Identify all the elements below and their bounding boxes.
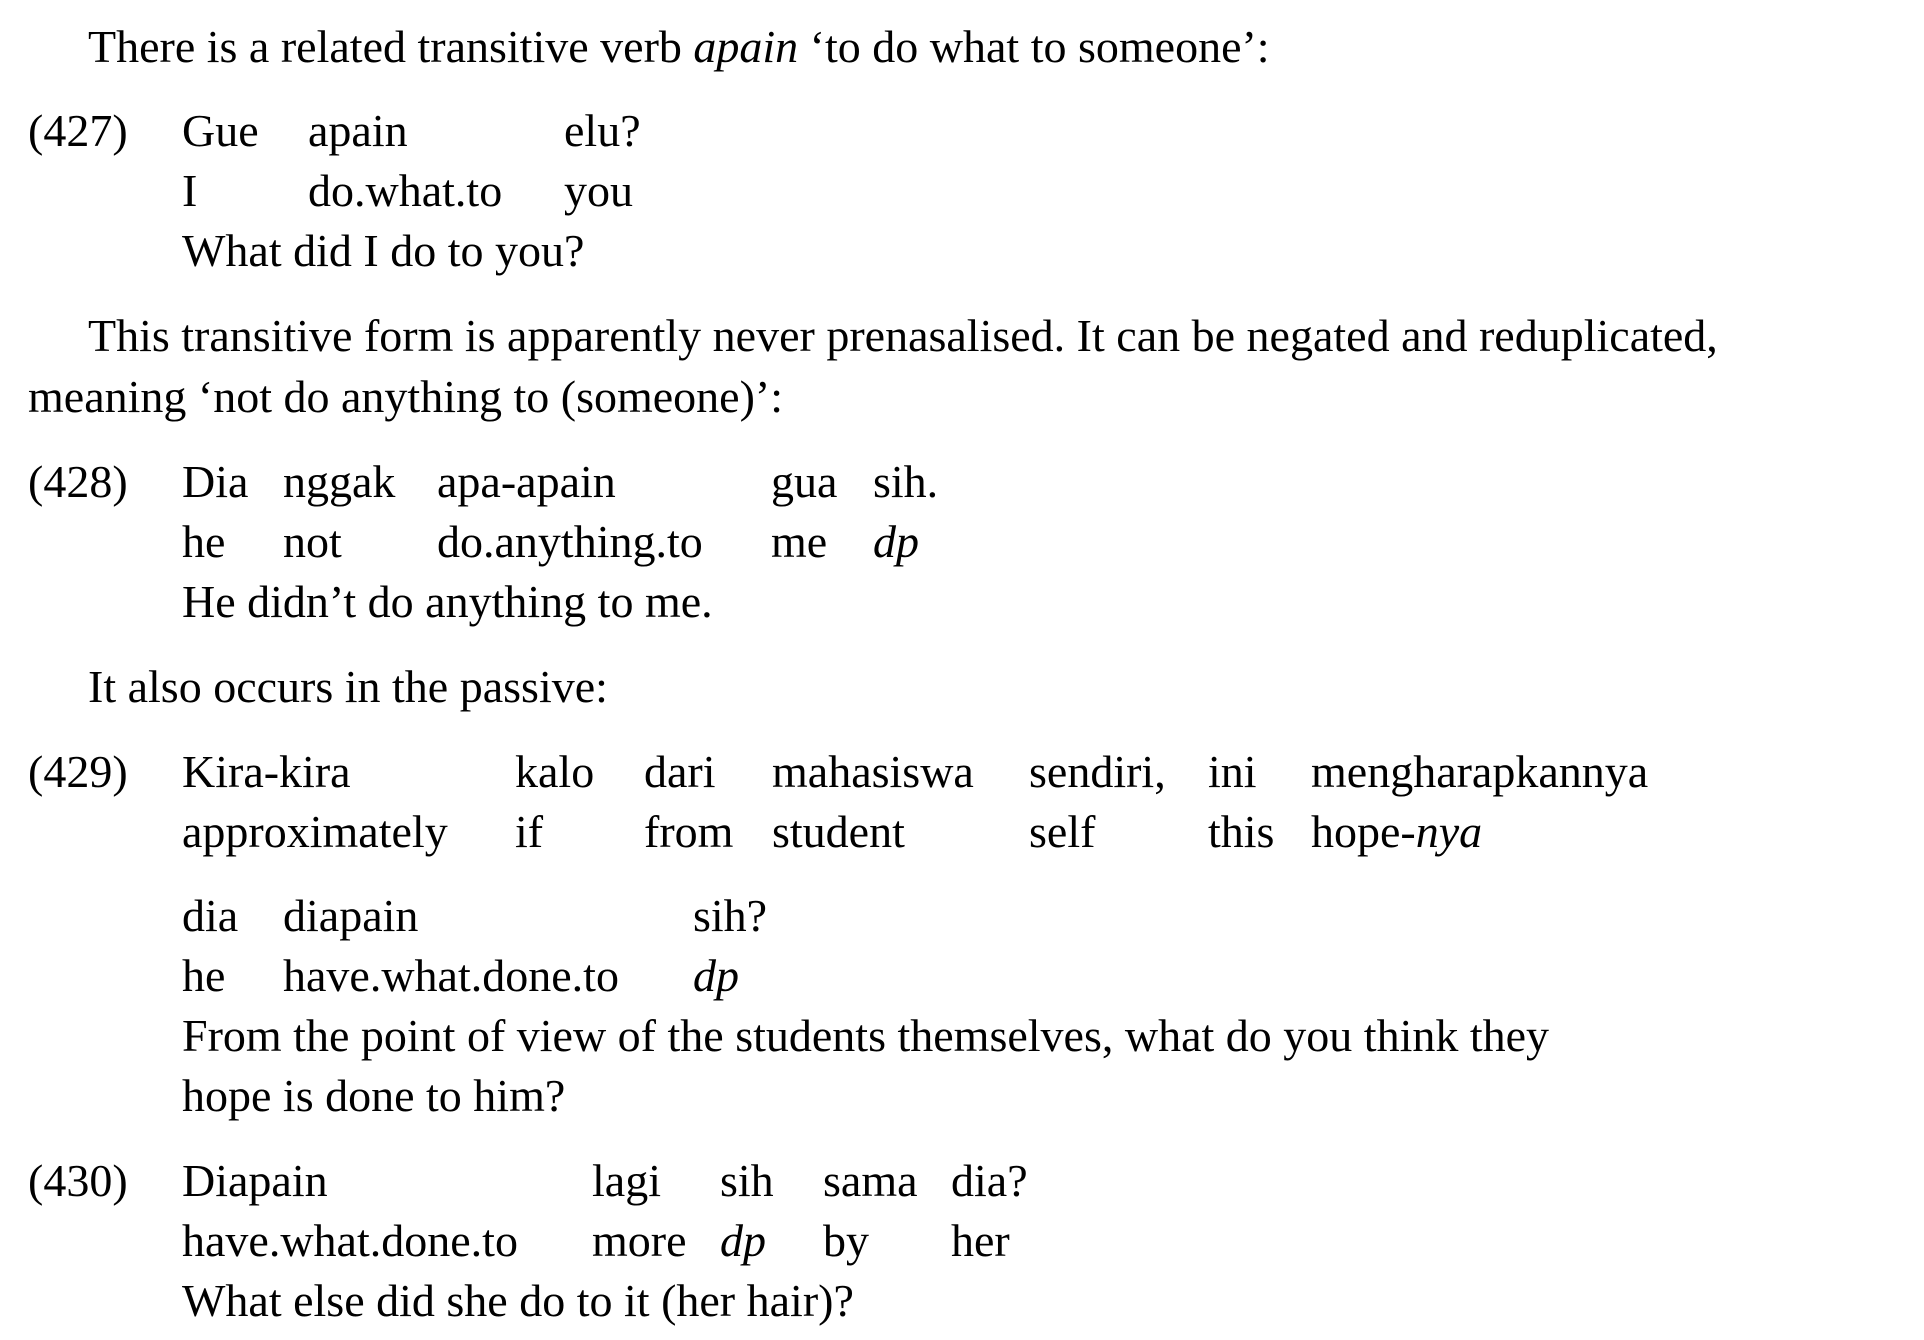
word: nggak	[283, 456, 396, 507]
word: mahasiswa	[772, 746, 974, 797]
source-line	[182, 886, 767, 946]
word: sih.	[873, 456, 939, 507]
gloss: if	[515, 806, 544, 857]
word: apa-apain	[437, 456, 616, 507]
gloss: not	[283, 516, 342, 567]
source-line	[182, 101, 641, 161]
gloss: me	[771, 516, 828, 567]
gloss-line	[182, 161, 641, 221]
word: Dia	[182, 456, 249, 507]
translation: He didn’t do anything to me.	[182, 576, 713, 627]
gloss: do.anything.to	[437, 516, 703, 567]
example-number: (430)	[28, 1155, 128, 1206]
word: dia?	[951, 1155, 1028, 1206]
gloss: dp	[693, 950, 739, 1001]
gloss: do.what.to	[308, 165, 503, 216]
para1-before: There is a related transitive verb	[88, 21, 694, 72]
gloss: dp	[720, 1215, 766, 1266]
gloss: her	[951, 1215, 1010, 1266]
word: sendiri,	[1029, 746, 1166, 797]
gloss: have.what.done.to	[283, 950, 619, 1001]
example-number: (427)	[28, 105, 128, 156]
paragraph-intro	[28, 16, 1924, 77]
paragraph-transitive-line-1: This transitive form is apparently never prenasalised. It can be negated and reduplicated,	[88, 310, 1718, 361]
gloss-line	[182, 512, 938, 572]
para1-term: apain	[693, 21, 799, 72]
word: sama	[823, 1155, 918, 1206]
source-line	[182, 742, 1648, 802]
gloss: I	[182, 165, 198, 216]
word: Kira-kira	[182, 746, 351, 797]
paragraph-passive: It also occurs in the passive:	[88, 661, 608, 712]
word: lagi	[592, 1155, 661, 1206]
gloss: approximately	[182, 806, 448, 857]
word: dia	[182, 890, 239, 941]
word: sih	[720, 1155, 774, 1206]
gloss: more	[592, 1215, 687, 1266]
word: Gue	[182, 105, 259, 156]
interlinear-gloss	[182, 1151, 1028, 1271]
gloss-suffix: nya	[1415, 806, 1483, 857]
word: apain	[308, 105, 408, 156]
interlinear-gloss-part-1	[182, 742, 1648, 862]
word: elu?	[564, 105, 641, 156]
gloss-line	[182, 946, 767, 1006]
gloss: you	[564, 165, 633, 216]
gloss-stem: hope-	[1311, 806, 1416, 857]
word: gua	[771, 456, 838, 507]
gloss: self	[1029, 806, 1096, 857]
word: mengharapkannya	[1311, 746, 1649, 797]
gloss	[1311, 802, 1648, 862]
source-line	[182, 1151, 1028, 1211]
translation-line-1: From the point of view of the students themselves, what do you think they	[182, 1010, 1550, 1061]
example-number: (428)	[28, 456, 128, 507]
gloss: from	[644, 806, 734, 857]
interlinear-gloss	[182, 452, 938, 572]
gloss: dp	[873, 516, 919, 567]
example-number: (429)	[28, 746, 128, 797]
gloss: student	[772, 806, 905, 857]
word: dari	[644, 746, 716, 797]
gloss-line	[182, 802, 1648, 862]
word: ini	[1208, 746, 1257, 797]
translation: What else did she do to it (her hair)?	[182, 1275, 854, 1326]
gloss-line	[182, 1211, 1028, 1271]
gloss: he	[182, 516, 226, 567]
interlinear-gloss-part-2	[182, 886, 767, 1006]
translation: What did I do to you?	[182, 225, 585, 276]
gloss: have.what.done.to	[182, 1215, 518, 1266]
para1-after: ‘to do what to someone’:	[798, 21, 1270, 72]
word: kalo	[515, 746, 595, 797]
gloss: by	[823, 1215, 869, 1266]
interlinear-gloss	[182, 101, 641, 221]
gloss: he	[182, 950, 226, 1001]
translation-line-2: hope is done to him?	[182, 1070, 566, 1121]
gloss: this	[1208, 806, 1275, 857]
word: diapain	[283, 890, 419, 941]
word: sih?	[693, 890, 768, 941]
word: Diapain	[182, 1155, 328, 1206]
paragraph-transitive-line-2: meaning ‘not do anything to (someone)’:	[28, 371, 784, 422]
source-line	[182, 452, 938, 512]
